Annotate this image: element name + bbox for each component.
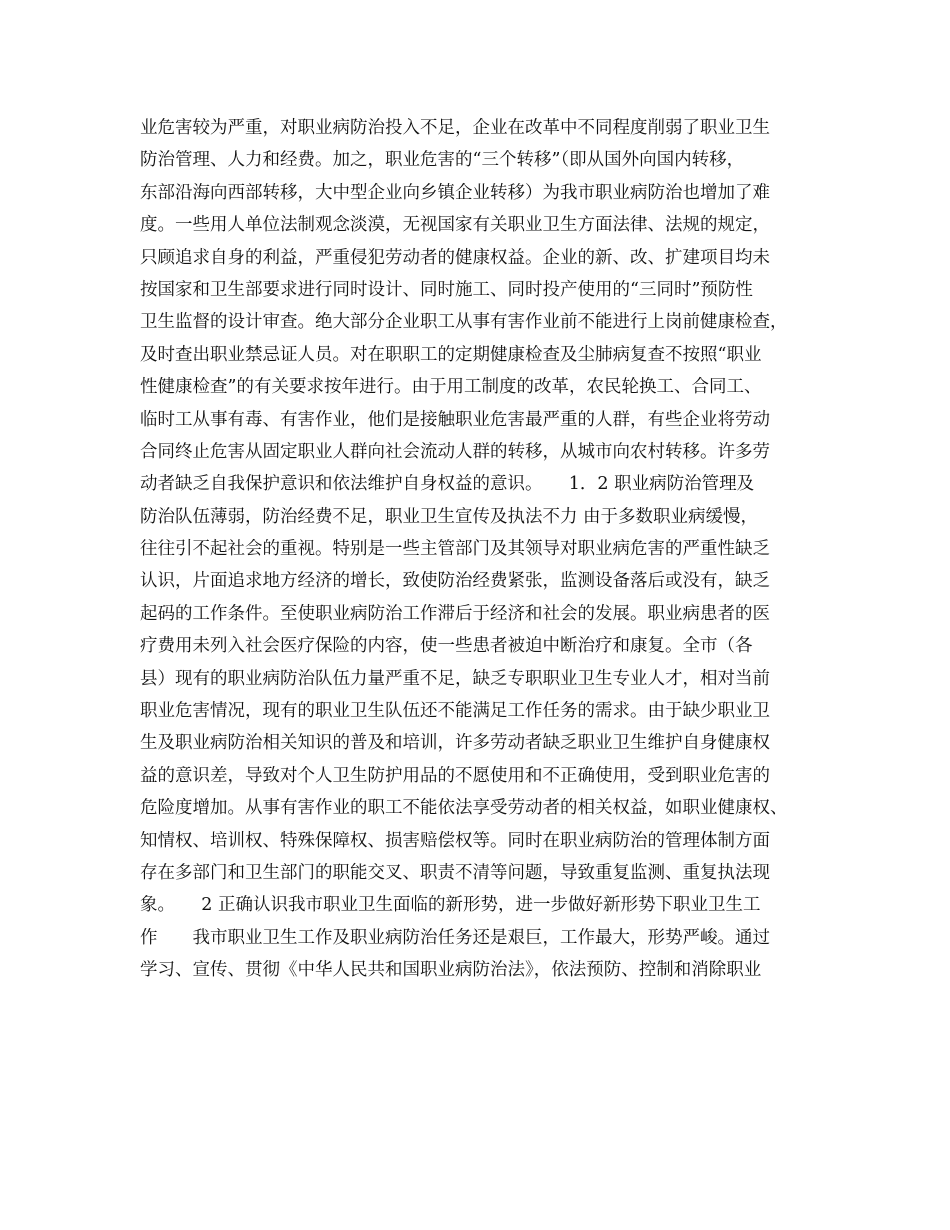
text-line: 起码的工作条件。至使职业病防治工作滞后于经济和社会的发展。职业病患者的医 xyxy=(140,603,770,624)
body-text xyxy=(140,112,840,987)
text-line: 知情权、培训权、特殊保障权、损害赔偿权等。同时在职业病防治的管理体制方面 xyxy=(140,830,770,851)
text-line: 往往引不起社会的重视。特别是一些主管部门及其领导对职业病危害的严重性缺乏 xyxy=(140,539,770,560)
text-line: 合同终止危害从固定职业人群向社会流动人群的转移，从城市向农村转移。许多劳 xyxy=(140,441,770,462)
text-line: 疗费用未列入社会医疗保险的内容，使一些患者被迫中断治疗和康复。全市（各 xyxy=(140,636,753,657)
text-line: 业危害较为严重，对职业病防治投入不足，企业在改革中不同程度削弱了职业卫生 xyxy=(140,118,770,138)
text-line: 作 我市职业卫生工作及职业病防治任务还是艰巨，工作最大，形势严峻。通过 xyxy=(140,927,770,948)
text-line: 东部沿海向西部转移，大中型企业向乡镇企业转移）为我市职业病防治也增加了难 xyxy=(140,182,770,203)
text-line: 性健康检查”的有关要求按年进行。由于用工制度的改革，农民轮换工、合同工、 xyxy=(140,377,762,398)
text-line: 按国家和卫生部要求进行同时设计、同时施工、同时投产使用的“三同时”预防性 xyxy=(140,279,753,300)
text-line: 职业危害情况，现有的职业卫生队伍还不能满足工作任务的需求。由于缺少职业卫 xyxy=(140,701,770,722)
text-line: 生及职业病防治相关知识的普及和培训，许多劳动者缺乏职业卫生维护自身健康权 xyxy=(140,733,770,754)
text-line: 认识，片面追求地方经济的增长，致使防治经费紧张，监测设备落后或没有，缺乏 xyxy=(140,571,770,592)
text-line: 卫生监督的设计审查。绝大部分企业职工从事有害作业前不能进行上岗前健康检查， xyxy=(140,312,788,333)
text-line: 及时查出职业禁忌证人员。对在职职工的定期健康检查及尘肺病复查不按照“职业 xyxy=(140,344,762,365)
text-line: 益的意识差，导致对个人卫生防护用品的不愿使用和不正确使用，受到职业危害的 xyxy=(140,765,770,786)
text-line: 存在多部门和卫生部门的职能交叉、职责不清等问题，导致重复监测、重复执法现 xyxy=(140,862,770,883)
text-line: 学习、宣传、贯彻《中华人民共和国职业病防治法》，依法预防、控制和消除职业 xyxy=(140,960,762,981)
text-line: 只顾追求自身的利益，严重侵犯劳动者的健康权益。企业的新、改、扩建项目均未 xyxy=(140,247,770,268)
text-line: 象。 2 正确认识我市职业卫生面临的新形势，进一步做好新形势下职业卫生工 xyxy=(140,895,761,916)
text-line: 防治管理、人力和经费。加之，职业危害的“三个转移”（即从国外向国内转移， xyxy=(140,150,745,171)
text-line: 动者缺乏自我保护意识和依法维护自身权益的意识。 1．2 职业病防治管理及 xyxy=(140,474,755,495)
text-line: 临时工从事有毒、有害作业，他们是接触职业危害最严重的人群，有些企业将劳动 xyxy=(140,409,770,430)
text-line: 度。一些用人单位法制观念淡漠，无视国家有关职业卫生方面法律、法规的规定， xyxy=(140,215,770,236)
text-line: 防治队伍薄弱，防治经费不足，职业卫生宣传及执法不力 由于多数职业病缓慢， xyxy=(140,506,759,527)
text-line: 县）现有的职业病防治队伍力量严重不足，缺乏专职职业卫生专业人才，相对当前 xyxy=(140,668,770,689)
text-line: 危险度增加。从事有害作业的职工不能依法享受劳动者的相关权益，如职业健康权、 xyxy=(140,798,788,819)
